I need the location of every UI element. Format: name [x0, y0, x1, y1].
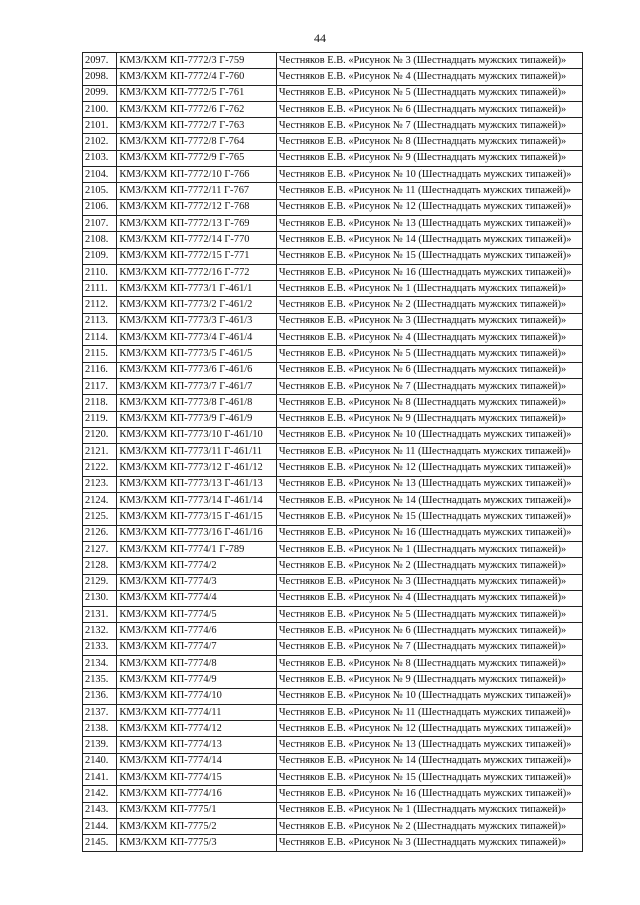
- inventory-code-cell: КМЗ/КХМ КП-7773/6 Г-461/6: [117, 362, 277, 378]
- table-row: [83, 183, 583, 199]
- row-number-cell: 2113.: [83, 313, 117, 329]
- table-row: [83, 167, 583, 183]
- inventory-code-cell: КМЗ/КХМ КП-7774/1 Г-789: [117, 541, 277, 557]
- row-number-cell: 2130.: [83, 590, 117, 606]
- item-description-cell: Честняков Е.В. «Рисунок № 8 (Шестнадцать мужских типажей)»: [276, 655, 582, 671]
- item-description-cell: Честняков Е.В. «Рисунок № 9 (Шестнадцать мужских типажей)»: [276, 150, 582, 166]
- table-row: [83, 737, 583, 753]
- item-description-cell: Честняков Е.В. «Рисунок № 15 (Шестнадцать мужских типажей)»: [276, 770, 582, 786]
- inventory-code-cell: КМЗ/КХМ КП-7772/4 Г-760: [117, 69, 277, 85]
- table-row: [83, 493, 583, 509]
- table-row: [83, 53, 583, 69]
- item-description-cell: Честняков Е.В. «Рисунок № 7 (Шестнадцать мужских типажей)»: [276, 639, 582, 655]
- item-description-cell: Честняков Е.В. «Рисунок № 4 (Шестнадцать мужских типажей)»: [276, 69, 582, 85]
- inventory-code-cell: КМЗ/КХМ КП-7773/10 Г-461/10: [117, 427, 277, 443]
- item-description-cell: Честняков Е.В. «Рисунок № 11 (Шестнадцать мужских типажей)»: [276, 183, 582, 199]
- table-row: [83, 150, 583, 166]
- row-number-cell: 2123.: [83, 476, 117, 492]
- item-description-cell: Честняков Е.В. «Рисунок № 1 (Шестнадцать мужских типажей)»: [276, 541, 582, 557]
- inventory-code-cell: КМЗ/КХМ КП-7772/13 Г-769: [117, 215, 277, 231]
- row-number-cell: 2139.: [83, 737, 117, 753]
- table-row: [83, 264, 583, 280]
- item-description-cell: Честняков Е.В. «Рисунок № 8 (Шестнадцать мужских типажей)»: [276, 395, 582, 411]
- inventory-code-cell: КМЗ/КХМ КП-7774/14: [117, 753, 277, 769]
- item-description-cell: Честняков Е.В. «Рисунок № 3 (Шестнадцать мужских типажей)»: [276, 835, 582, 851]
- item-description-cell: Честняков Е.В. «Рисунок № 15 (Шестнадцать мужских типажей)»: [276, 509, 582, 525]
- item-description-cell: Честняков Е.В. «Рисунок № 13 (Шестнадцать мужских типажей)»: [276, 737, 582, 753]
- inventory-code-cell: КМЗ/КХМ КП-7774/11: [117, 704, 277, 720]
- table-row: [83, 476, 583, 492]
- inventory-code-cell: КМЗ/КХМ КП-7774/6: [117, 623, 277, 639]
- item-description-cell: Честняков Е.В. «Рисунок № 16 (Шестнадцать мужских типажей)»: [276, 525, 582, 541]
- item-description-cell: Честняков Е.В. «Рисунок № 4 (Шестнадцать мужских типажей)»: [276, 590, 582, 606]
- table-row: [83, 770, 583, 786]
- item-description-cell: Честняков Е.В. «Рисунок № 7 (Шестнадцать мужских типажей)»: [276, 378, 582, 394]
- row-number-cell: 2120.: [83, 427, 117, 443]
- item-description-cell: Честняков Е.В. «Рисунок № 1 (Шестнадцать мужских типажей)»: [276, 281, 582, 297]
- row-number-cell: 2110.: [83, 264, 117, 280]
- table-row: [83, 786, 583, 802]
- inventory-code-cell: КМЗ/КХМ КП-7773/7 Г-461/7: [117, 378, 277, 394]
- table-row: [83, 704, 583, 720]
- row-number-cell: 2124.: [83, 493, 117, 509]
- row-number-cell: 2098.: [83, 69, 117, 85]
- item-description-cell: Честняков Е.В. «Рисунок № 13 (Шестнадцать мужских типажей)»: [276, 476, 582, 492]
- inventory-code-cell: КМЗ/КХМ КП-7772/14 Г-770: [117, 232, 277, 248]
- row-number-cell: 2101.: [83, 118, 117, 134]
- inventory-code-cell: КМЗ/КХМ КП-7774/12: [117, 721, 277, 737]
- item-description-cell: Честняков Е.В. «Рисунок № 2 (Шестнадцать мужских типажей)»: [276, 297, 582, 313]
- inventory-code-cell: КМЗ/КХМ КП-7772/11 Г-767: [117, 183, 277, 199]
- row-number-cell: 2106.: [83, 199, 117, 215]
- row-number-cell: 2105.: [83, 183, 117, 199]
- registry-table: [82, 52, 583, 852]
- row-number-cell: 2129.: [83, 574, 117, 590]
- table-row: [83, 101, 583, 117]
- row-number-cell: 2132.: [83, 623, 117, 639]
- table-row: [83, 721, 583, 737]
- table-row: [83, 802, 583, 818]
- item-description-cell: Честняков Е.В. «Рисунок № 14 (Шестнадцать мужских типажей)»: [276, 493, 582, 509]
- table-row: [83, 525, 583, 541]
- inventory-code-cell: КМЗ/КХМ КП-7774/15: [117, 770, 277, 786]
- row-number-cell: 2126.: [83, 525, 117, 541]
- inventory-code-cell: КМЗ/КХМ КП-7772/12 Г-768: [117, 199, 277, 215]
- row-number-cell: 2122.: [83, 460, 117, 476]
- inventory-code-cell: КМЗ/КХМ КП-7774/8: [117, 655, 277, 671]
- table-row: [83, 313, 583, 329]
- inventory-code-cell: КМЗ/КХМ КП-7774/7: [117, 639, 277, 655]
- table-row: [83, 346, 583, 362]
- item-description-cell: Честняков Е.В. «Рисунок № 12 (Шестнадцать мужских типажей)»: [276, 721, 582, 737]
- table-row: [83, 378, 583, 394]
- inventory-code-cell: КМЗ/КХМ КП-7773/11 Г-461/11: [117, 444, 277, 460]
- item-description-cell: Честняков Е.В. «Рисунок № 10 (Шестнадцать мужских типажей)»: [276, 167, 582, 183]
- inventory-code-cell: КМЗ/КХМ КП-7772/15 Г-771: [117, 248, 277, 264]
- row-number-cell: 2136.: [83, 688, 117, 704]
- inventory-code-cell: КМЗ/КХМ КП-7772/6 Г-762: [117, 101, 277, 117]
- inventory-code-cell: КМЗ/КХМ КП-7774/9: [117, 672, 277, 688]
- inventory-code-cell: КМЗ/КХМ КП-7772/9 Г-765: [117, 150, 277, 166]
- row-number-cell: 2109.: [83, 248, 117, 264]
- item-description-cell: Честняков Е.В. «Рисунок № 10 (Шестнадцать мужских типажей)»: [276, 688, 582, 704]
- inventory-code-cell: КМЗ/КХМ КП-7775/1: [117, 802, 277, 818]
- row-number-cell: 2117.: [83, 378, 117, 394]
- table-row: [83, 672, 583, 688]
- item-description-cell: Честняков Е.В. «Рисунок № 12 (Шестнадцать мужских типажей)»: [276, 460, 582, 476]
- item-description-cell: Честняков Е.В. «Рисунок № 14 (Шестнадцать мужских типажей)»: [276, 753, 582, 769]
- table-row: [83, 85, 583, 101]
- inventory-code-cell: КМЗ/КХМ КП-7773/16 Г-461/16: [117, 525, 277, 541]
- row-number-cell: 2143.: [83, 802, 117, 818]
- table-row: [83, 215, 583, 231]
- table-row: [83, 574, 583, 590]
- table-row: [83, 362, 583, 378]
- inventory-code-cell: КМЗ/КХМ КП-7773/4 Г-461/4: [117, 330, 277, 346]
- table-row: [83, 753, 583, 769]
- table-row: [83, 134, 583, 150]
- table-row: [83, 297, 583, 313]
- table-row: [83, 590, 583, 606]
- table-row: [83, 232, 583, 248]
- inventory-code-cell: КМЗ/КХМ КП-7773/3 Г-461/3: [117, 313, 277, 329]
- item-description-cell: Честняков Е.В. «Рисунок № 5 (Шестнадцать мужских типажей)»: [276, 346, 582, 362]
- row-number-cell: 2121.: [83, 444, 117, 460]
- row-number-cell: 2099.: [83, 85, 117, 101]
- table-row: [83, 444, 583, 460]
- row-number-cell: 2141.: [83, 770, 117, 786]
- item-description-cell: Честняков Е.В. «Рисунок № 12 (Шестнадцать мужских типажей)»: [276, 199, 582, 215]
- row-number-cell: 2102.: [83, 134, 117, 150]
- inventory-code-cell: КМЗ/КХМ КП-7774/10: [117, 688, 277, 704]
- inventory-code-cell: КМЗ/КХМ КП-7773/13 Г-461/13: [117, 476, 277, 492]
- table-row: [83, 281, 583, 297]
- row-number-cell: 2131.: [83, 607, 117, 623]
- row-number-cell: 2103.: [83, 150, 117, 166]
- inventory-code-cell: КМЗ/КХМ КП-7773/14 Г-461/14: [117, 493, 277, 509]
- row-number-cell: 2138.: [83, 721, 117, 737]
- inventory-code-cell: КМЗ/КХМ КП-7772/3 Г-759: [117, 53, 277, 69]
- row-number-cell: 2097.: [83, 53, 117, 69]
- inventory-code-cell: КМЗ/КХМ КП-7773/15 Г-461/15: [117, 509, 277, 525]
- row-number-cell: 2135.: [83, 672, 117, 688]
- inventory-code-cell: КМЗ/КХМ КП-7773/2 Г-461/2: [117, 297, 277, 313]
- inventory-code-cell: КМЗ/КХМ КП-7772/5 Г-761: [117, 85, 277, 101]
- inventory-code-cell: КМЗ/КХМ КП-7774/16: [117, 786, 277, 802]
- inventory-code-cell: КМЗ/КХМ КП-7773/12 Г-461/12: [117, 460, 277, 476]
- table-row: [83, 509, 583, 525]
- inventory-code-cell: КМЗ/КХМ КП-7773/8 Г-461/8: [117, 395, 277, 411]
- row-number-cell: 2145.: [83, 835, 117, 851]
- row-number-cell: 2133.: [83, 639, 117, 655]
- item-description-cell: Честняков Е.В. «Рисунок № 9 (Шестнадцать мужских типажей)»: [276, 672, 582, 688]
- row-number-cell: 2116.: [83, 362, 117, 378]
- table-row: [83, 199, 583, 215]
- item-description-cell: Честняков Е.В. «Рисунок № 13 (Шестнадцать мужских типажей)»: [276, 215, 582, 231]
- row-number-cell: 2137.: [83, 704, 117, 720]
- table-row: [83, 639, 583, 655]
- item-description-cell: Честняков Е.В. «Рисунок № 7 (Шестнадцать мужских типажей)»: [276, 118, 582, 134]
- inventory-code-cell: КМЗ/КХМ КП-7772/7 Г-763: [117, 118, 277, 134]
- item-description-cell: Честняков Е.В. «Рисунок № 4 (Шестнадцать мужских типажей)»: [276, 330, 582, 346]
- row-number-cell: 2100.: [83, 101, 117, 117]
- inventory-code-cell: КМЗ/КХМ КП-7772/10 Г-766: [117, 167, 277, 183]
- item-description-cell: Честняков Е.В. «Рисунок № 16 (Шестнадцать мужских типажей)»: [276, 786, 582, 802]
- inventory-code-cell: КМЗ/КХМ КП-7774/5: [117, 607, 277, 623]
- row-number-cell: 2127.: [83, 541, 117, 557]
- item-description-cell: Честняков Е.В. «Рисунок № 10 (Шестнадцать мужских типажей)»: [276, 427, 582, 443]
- item-description-cell: Честняков Е.В. «Рисунок № 3 (Шестнадцать мужских типажей)»: [276, 53, 582, 69]
- inventory-code-cell: КМЗ/КХМ КП-7773/1 Г-461/1: [117, 281, 277, 297]
- inventory-code-cell: КМЗ/КХМ КП-7772/8 Г-764: [117, 134, 277, 150]
- row-number-cell: 2108.: [83, 232, 117, 248]
- item-description-cell: Честняков Е.В. «Рисунок № 11 (Шестнадцать мужских типажей)»: [276, 444, 582, 460]
- item-description-cell: Честняков Е.В. «Рисунок № 5 (Шестнадцать мужских типажей)»: [276, 607, 582, 623]
- table-row: [83, 818, 583, 834]
- row-number-cell: 2142.: [83, 786, 117, 802]
- table-row: [83, 330, 583, 346]
- row-number-cell: 2114.: [83, 330, 117, 346]
- page-number: 44: [314, 31, 326, 45]
- row-number-cell: 2134.: [83, 655, 117, 671]
- row-number-cell: 2144.: [83, 818, 117, 834]
- inventory-code-cell: КМЗ/КХМ КП-7772/16 Г-772: [117, 264, 277, 280]
- table-row: [83, 395, 583, 411]
- table-row: [83, 427, 583, 443]
- row-number-cell: 2104.: [83, 167, 117, 183]
- item-description-cell: Честняков Е.В. «Рисунок № 14 (Шестнадцать мужских типажей)»: [276, 232, 582, 248]
- table-row: [83, 655, 583, 671]
- row-number-cell: 2107.: [83, 215, 117, 231]
- table-row: [83, 118, 583, 134]
- item-description-cell: Честняков Е.В. «Рисунок № 15 (Шестнадцать мужских типажей)»: [276, 248, 582, 264]
- item-description-cell: Честняков Е.В. «Рисунок № 1 (Шестнадцать мужских типажей)»: [276, 802, 582, 818]
- inventory-code-cell: КМЗ/КХМ КП-7774/2: [117, 558, 277, 574]
- table-row: [83, 69, 583, 85]
- table-row: [83, 411, 583, 427]
- item-description-cell: Честняков Е.В. «Рисунок № 11 (Шестнадцать мужских типажей)»: [276, 704, 582, 720]
- inventory-code-cell: КМЗ/КХМ КП-7774/13: [117, 737, 277, 753]
- item-description-cell: Честняков Е.В. «Рисунок № 3 (Шестнадцать мужских типажей)»: [276, 574, 582, 590]
- inventory-code-cell: КМЗ/КХМ КП-7775/3: [117, 835, 277, 851]
- row-number-cell: 2119.: [83, 411, 117, 427]
- item-description-cell: Честняков Е.В. «Рисунок № 16 (Шестнадцать мужских типажей)»: [276, 264, 582, 280]
- item-description-cell: Честняков Е.В. «Рисунок № 3 (Шестнадцать мужских типажей)»: [276, 313, 582, 329]
- item-description-cell: Честняков Е.В. «Рисунок № 6 (Шестнадцать мужских типажей)»: [276, 623, 582, 639]
- item-description-cell: Честняков Е.В. «Рисунок № 6 (Шестнадцать мужских типажей)»: [276, 101, 582, 117]
- row-number-cell: 2118.: [83, 395, 117, 411]
- table-row: [83, 248, 583, 264]
- table-row: [83, 688, 583, 704]
- inventory-code-cell: КМЗ/КХМ КП-7773/5 Г-461/5: [117, 346, 277, 362]
- item-description-cell: Честняков Е.В. «Рисунок № 5 (Шестнадцать мужских типажей)»: [276, 85, 582, 101]
- inventory-code-cell: КМЗ/КХМ КП-7774/4: [117, 590, 277, 606]
- row-number-cell: 2125.: [83, 509, 117, 525]
- row-number-cell: 2112.: [83, 297, 117, 313]
- table-row: [83, 460, 583, 476]
- row-number-cell: 2140.: [83, 753, 117, 769]
- table-row: [83, 541, 583, 557]
- row-number-cell: 2111.: [83, 281, 117, 297]
- table-row: [83, 607, 583, 623]
- item-description-cell: Честняков Е.В. «Рисунок № 6 (Шестнадцать мужских типажей)»: [276, 362, 582, 378]
- table-row: [83, 558, 583, 574]
- table-row: [83, 623, 583, 639]
- row-number-cell: 2128.: [83, 558, 117, 574]
- item-description-cell: Честняков Е.В. «Рисунок № 2 (Шестнадцать мужских типажей)»: [276, 558, 582, 574]
- table-row: [83, 835, 583, 851]
- inventory-code-cell: КМЗ/КХМ КП-7773/9 Г-461/9: [117, 411, 277, 427]
- registry-table-body: [83, 53, 583, 852]
- item-description-cell: Честняков Е.В. «Рисунок № 8 (Шестнадцать мужских типажей)»: [276, 134, 582, 150]
- row-number-cell: 2115.: [83, 346, 117, 362]
- item-description-cell: Честняков Е.В. «Рисунок № 9 (Шестнадцать мужских типажей)»: [276, 411, 582, 427]
- item-description-cell: Честняков Е.В. «Рисунок № 2 (Шестнадцать мужских типажей)»: [276, 818, 582, 834]
- inventory-code-cell: КМЗ/КХМ КП-7774/3: [117, 574, 277, 590]
- inventory-code-cell: КМЗ/КХМ КП-7775/2: [117, 818, 277, 834]
